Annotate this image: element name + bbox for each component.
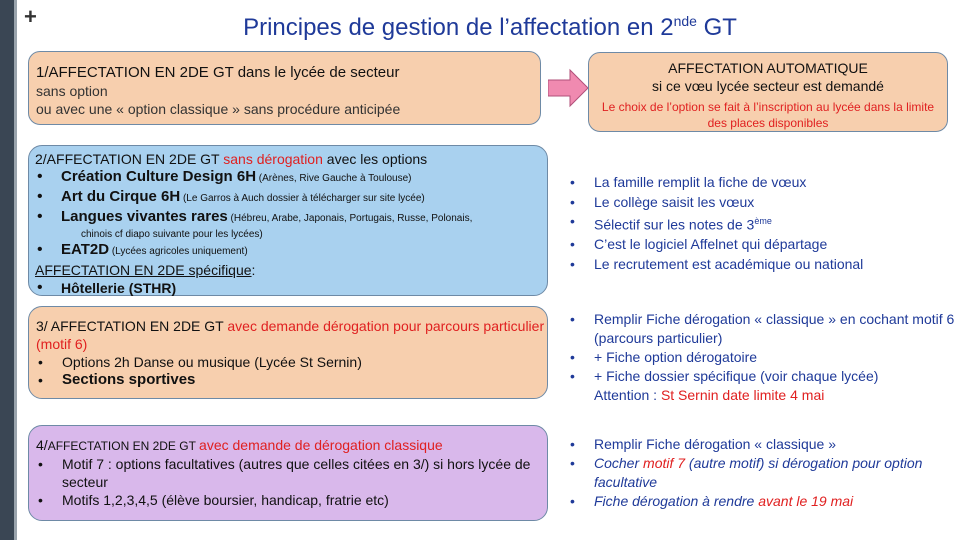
- box2-specific-heading: AFFECTATION EN 2DE spécifique:: [35, 262, 256, 278]
- left-accent-stripe: [14, 0, 17, 540]
- arrow-right-icon: [548, 68, 590, 108]
- box-derogation-classique: [28, 425, 548, 521]
- list-item: • Sections sportives: [38, 371, 196, 388]
- list-item: • La famille remplit la fiche de vœux: [570, 174, 807, 190]
- list-item: • Art du Cirque 6H (Le Garros à Auch dossier à télécharger sur site lycée): [37, 188, 425, 205]
- list-item: • Création Culture Design 6H (Arènes, Rive Gauche à Toulouse): [37, 168, 412, 185]
- box-affectation-automatique: [588, 52, 948, 132]
- box3-right-list: [568, 310, 958, 405]
- list-item: • EAT2D (Lycées agricoles uniquement): [37, 241, 248, 258]
- box-sans-derogation: [28, 145, 548, 296]
- list-item: • Le recrutement est académique ou national: [570, 256, 864, 273]
- list-item: • + Fiche dossier spécifique (voir chaque lycée): [570, 368, 879, 384]
- list-item: • + Fiche option dérogatoire: [570, 349, 758, 365]
- box4-heading: 4/AFFECTATION EN 2DE GT avec demande de dérogation classique: [36, 437, 443, 453]
- box-secteur-heading: 1/AFFECTATION EN 2DE GT dans le lycée de secteur: [36, 64, 400, 81]
- box2-right-list: [568, 173, 948, 275]
- box3-heading: 3/ AFFECTATION EN 2DE GT avec demande dérogation pour parcours particulier (motif 6): [36, 318, 545, 352]
- list-item: • Hôtellerie (STHR): [37, 279, 177, 296]
- auto-line3: Le choix de l’option se fait à l’inscription au lycée dans la limite des places disponibles: [601, 100, 935, 130]
- list-item: • C’est le logiciel Affelnet qui départage: [570, 236, 828, 253]
- list-item: • Le collège saisit les vœux: [570, 193, 755, 210]
- box-derogation-parcours: [28, 306, 548, 399]
- list-item: • Motif 7 : options facultatives (autres que celles citées en 3/) si hors lycée de secteur: [38, 456, 531, 490]
- box2-note: chinois cf diapo suivante pour les lycées): [81, 229, 263, 240]
- box-secteur: [28, 51, 541, 125]
- list-item: • Options 2h Danse ou musique (Lycée St Sernin): [38, 354, 362, 370]
- auto-line2: si ce vœu lycée secteur est demandé: [652, 78, 884, 94]
- list-item: • Langues vivantes rares (Hébreu, Arabe, Japonais, Portugais, Russe, Polonais,: [37, 208, 473, 225]
- list-item: • Remplir Fiche dérogation « classique »: [570, 436, 837, 452]
- list-item: • Fiche dérogation à rendre avant le 19 mai: [570, 493, 854, 509]
- auto-line1: AFFECTATION AUTOMATIQUE: [668, 60, 868, 76]
- box4-right-list: [568, 435, 958, 511]
- box-secteur-line2: ou avec une « option classique » sans procédure anticipée: [36, 101, 401, 117]
- list-item: • Sélectif sur les notes de 3ème: [570, 213, 772, 233]
- left-accent-bar: [0, 0, 14, 540]
- plus-icon: +: [24, 4, 37, 29]
- list-item: • Remplir Fiche dérogation « classique » en cochant motif 6 (parcours particulier): [570, 311, 955, 346]
- list-item: • Motifs 1,2,3,4,5 (élève boursier, handicap, fratrie etc): [38, 492, 389, 508]
- list-item: Attention : St Sernin date limite 4 mai: [594, 387, 825, 403]
- list-item: • Cocher motif 7 (autre motif) si dérogation pour option facultative: [570, 455, 923, 490]
- box-secteur-line1: sans option: [36, 83, 108, 99]
- box2-heading: 2/AFFECTATION EN 2DE GT sans dérogation avec les options: [35, 151, 428, 167]
- page-title: Principes de gestion de l’affectation en 2nde GT: [243, 13, 737, 41]
